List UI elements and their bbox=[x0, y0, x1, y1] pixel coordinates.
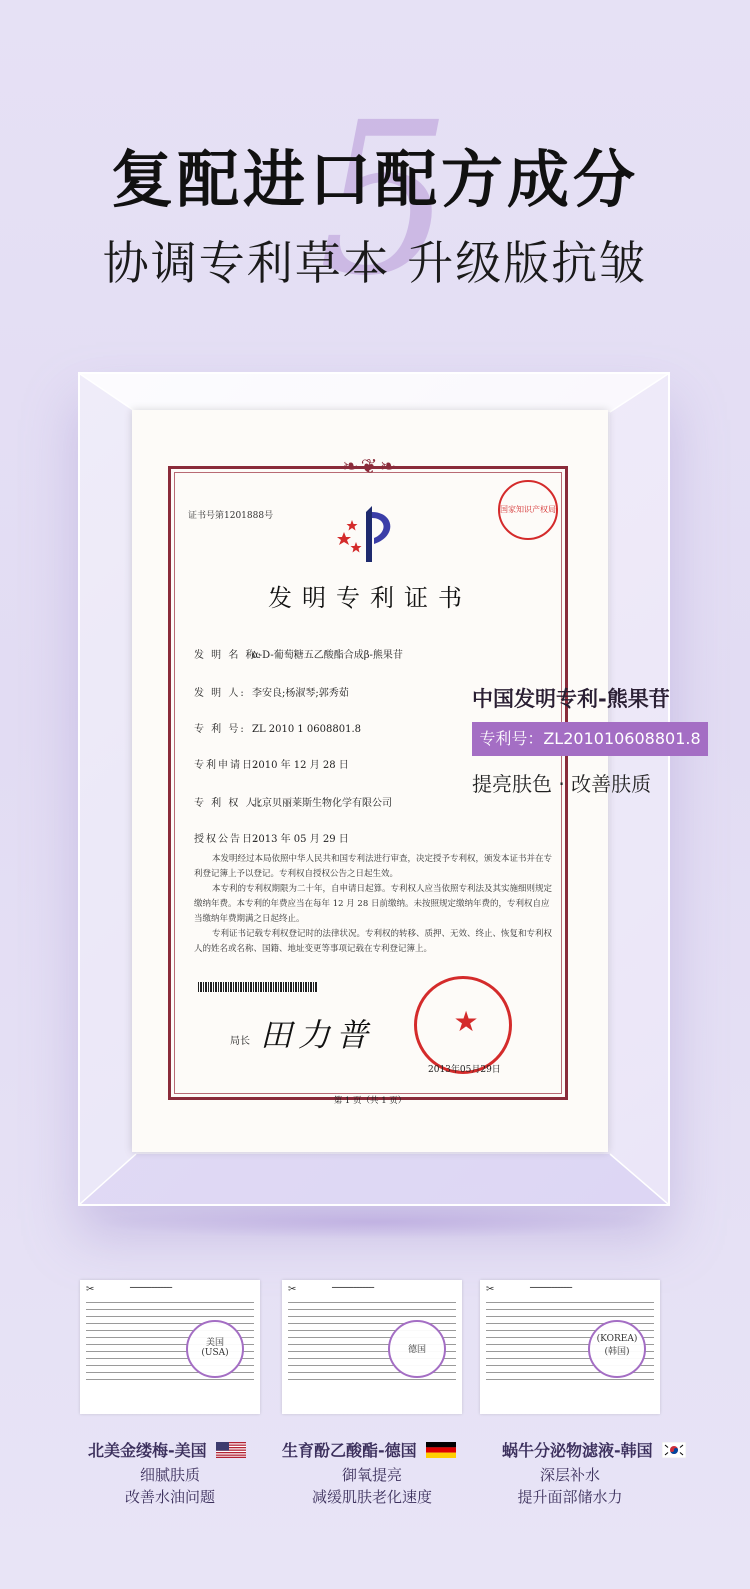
customs-emblem-icon: ✂ bbox=[288, 1284, 297, 1295]
customs-emblem-icon: ✂ bbox=[86, 1284, 95, 1295]
body-paragraph: 本发明经过本局依照中华人民共和国专利法进行审查，决定授予专利权，颁发本证书并在专利登记簿上予以登记。专利权自授权公告之日起生效。 bbox=[194, 854, 553, 879]
magnifier-lens: 德国 bbox=[388, 1320, 446, 1378]
certificate-heading: 发明专利证书 bbox=[268, 584, 472, 612]
product-name: 生育酚乙酸酯-德国 bbox=[282, 1438, 456, 1461]
patent-office-logo-icon bbox=[332, 502, 404, 568]
body-paragraph: 本专利的专利权期限为二十年，自申请日起算。专利权人应当依照专利法及其实施细则规定缴纳年费。本专利的年费应当在每年 12 月 28 日前缴纳。未按照规定缴纳年费的，专利权自应当缴纳年费期满之日起终止。 bbox=[194, 884, 553, 924]
page-subtitle: 协调专利草本 升级版抗皱 bbox=[102, 236, 648, 290]
field-grant-date: 授权公告日:2013 年 05 月 29 日 bbox=[194, 834, 349, 845]
issue-date: 2013年05月29日 bbox=[428, 1065, 501, 1075]
kr-flag-icon bbox=[662, 1442, 686, 1458]
director-label: 局长 bbox=[230, 1036, 250, 1047]
certificate-body bbox=[194, 852, 554, 957]
field-inventor: 发 明 人: 李安良;杨淑琴;郭秀茹 bbox=[194, 688, 349, 699]
star-icon: ★ bbox=[453, 1005, 479, 1038]
page-number: 第 1 页（共 1 页） bbox=[333, 1096, 407, 1106]
product-description: 御氧提亮 减缓肌肤老化速度 bbox=[311, 1466, 432, 1506]
customs-document-thumbnail bbox=[282, 1280, 462, 1414]
callout-title: 中国发明专利-熊果苷 bbox=[472, 687, 670, 711]
field-invention-name: 发 明 名 称:α-D-葡萄糖五乙酸酯合成β-熊果苷 bbox=[194, 650, 403, 661]
document-header: ━━━━━━━━━━━━━━ bbox=[130, 1285, 173, 1291]
patent-number-badge: 专利号：ZL201010608801.8 bbox=[472, 722, 708, 756]
callout-description: 提亮肤色 · 改善肤质 bbox=[472, 772, 652, 796]
us-flag-icon bbox=[216, 1442, 246, 1458]
product-name: 蜗牛分泌物滤液-韩国 bbox=[502, 1438, 686, 1461]
magnifier-lens: (KOREA) (韩国) bbox=[588, 1320, 646, 1378]
field-patent-number: 专 利 号: ZL 2010 1 0608801.8 bbox=[194, 724, 362, 735]
glass-shadow bbox=[90, 1205, 660, 1239]
customs-document-thumbnail bbox=[480, 1280, 660, 1414]
field-application-date: 专利申请日:2010 年 12 月 28 日 bbox=[194, 760, 349, 771]
ornament-icon: ❧❦❧ bbox=[341, 454, 399, 478]
product-description: 深层补水 提升面部储水力 bbox=[517, 1466, 623, 1506]
field-patentee: 专 利 权 人:北京贝丽莱斯生物化学有限公司 bbox=[194, 798, 392, 809]
barcode bbox=[198, 982, 318, 992]
decorative-number-5: 5 bbox=[318, 77, 452, 322]
de-flag-icon bbox=[426, 1442, 456, 1458]
red-seal-small: 国家知识产权局 bbox=[498, 480, 558, 540]
document-header: ━━━━━━━━━━━━━━ bbox=[530, 1285, 573, 1291]
red-seal-large bbox=[414, 976, 512, 1074]
document-header: ━━━━━━━━━━━━━━ bbox=[332, 1285, 375, 1291]
magnifier-lens: 美国 (USA) bbox=[186, 1320, 244, 1378]
body-paragraph: 专利证书记载专利权登记时的法律状况。专利权的转移、质押、无效、终止、恢复和专利权人的姓名或名称、国籍、地址变更等事项记载在专利登记簿上。 bbox=[194, 929, 553, 954]
certificate-number: 证书号第1201888号 bbox=[188, 511, 274, 521]
product-name: 北美金缕梅-美国 bbox=[88, 1438, 246, 1461]
customs-document-thumbnail bbox=[80, 1280, 260, 1414]
header bbox=[0, 130, 750, 293]
product-description: 细腻肤质 改善水油问题 bbox=[124, 1466, 215, 1506]
page-title: 复配进口配方成分 bbox=[110, 143, 639, 216]
director-signature: 田力普 bbox=[260, 1016, 375, 1054]
customs-emblem-icon: ✂ bbox=[486, 1284, 495, 1295]
